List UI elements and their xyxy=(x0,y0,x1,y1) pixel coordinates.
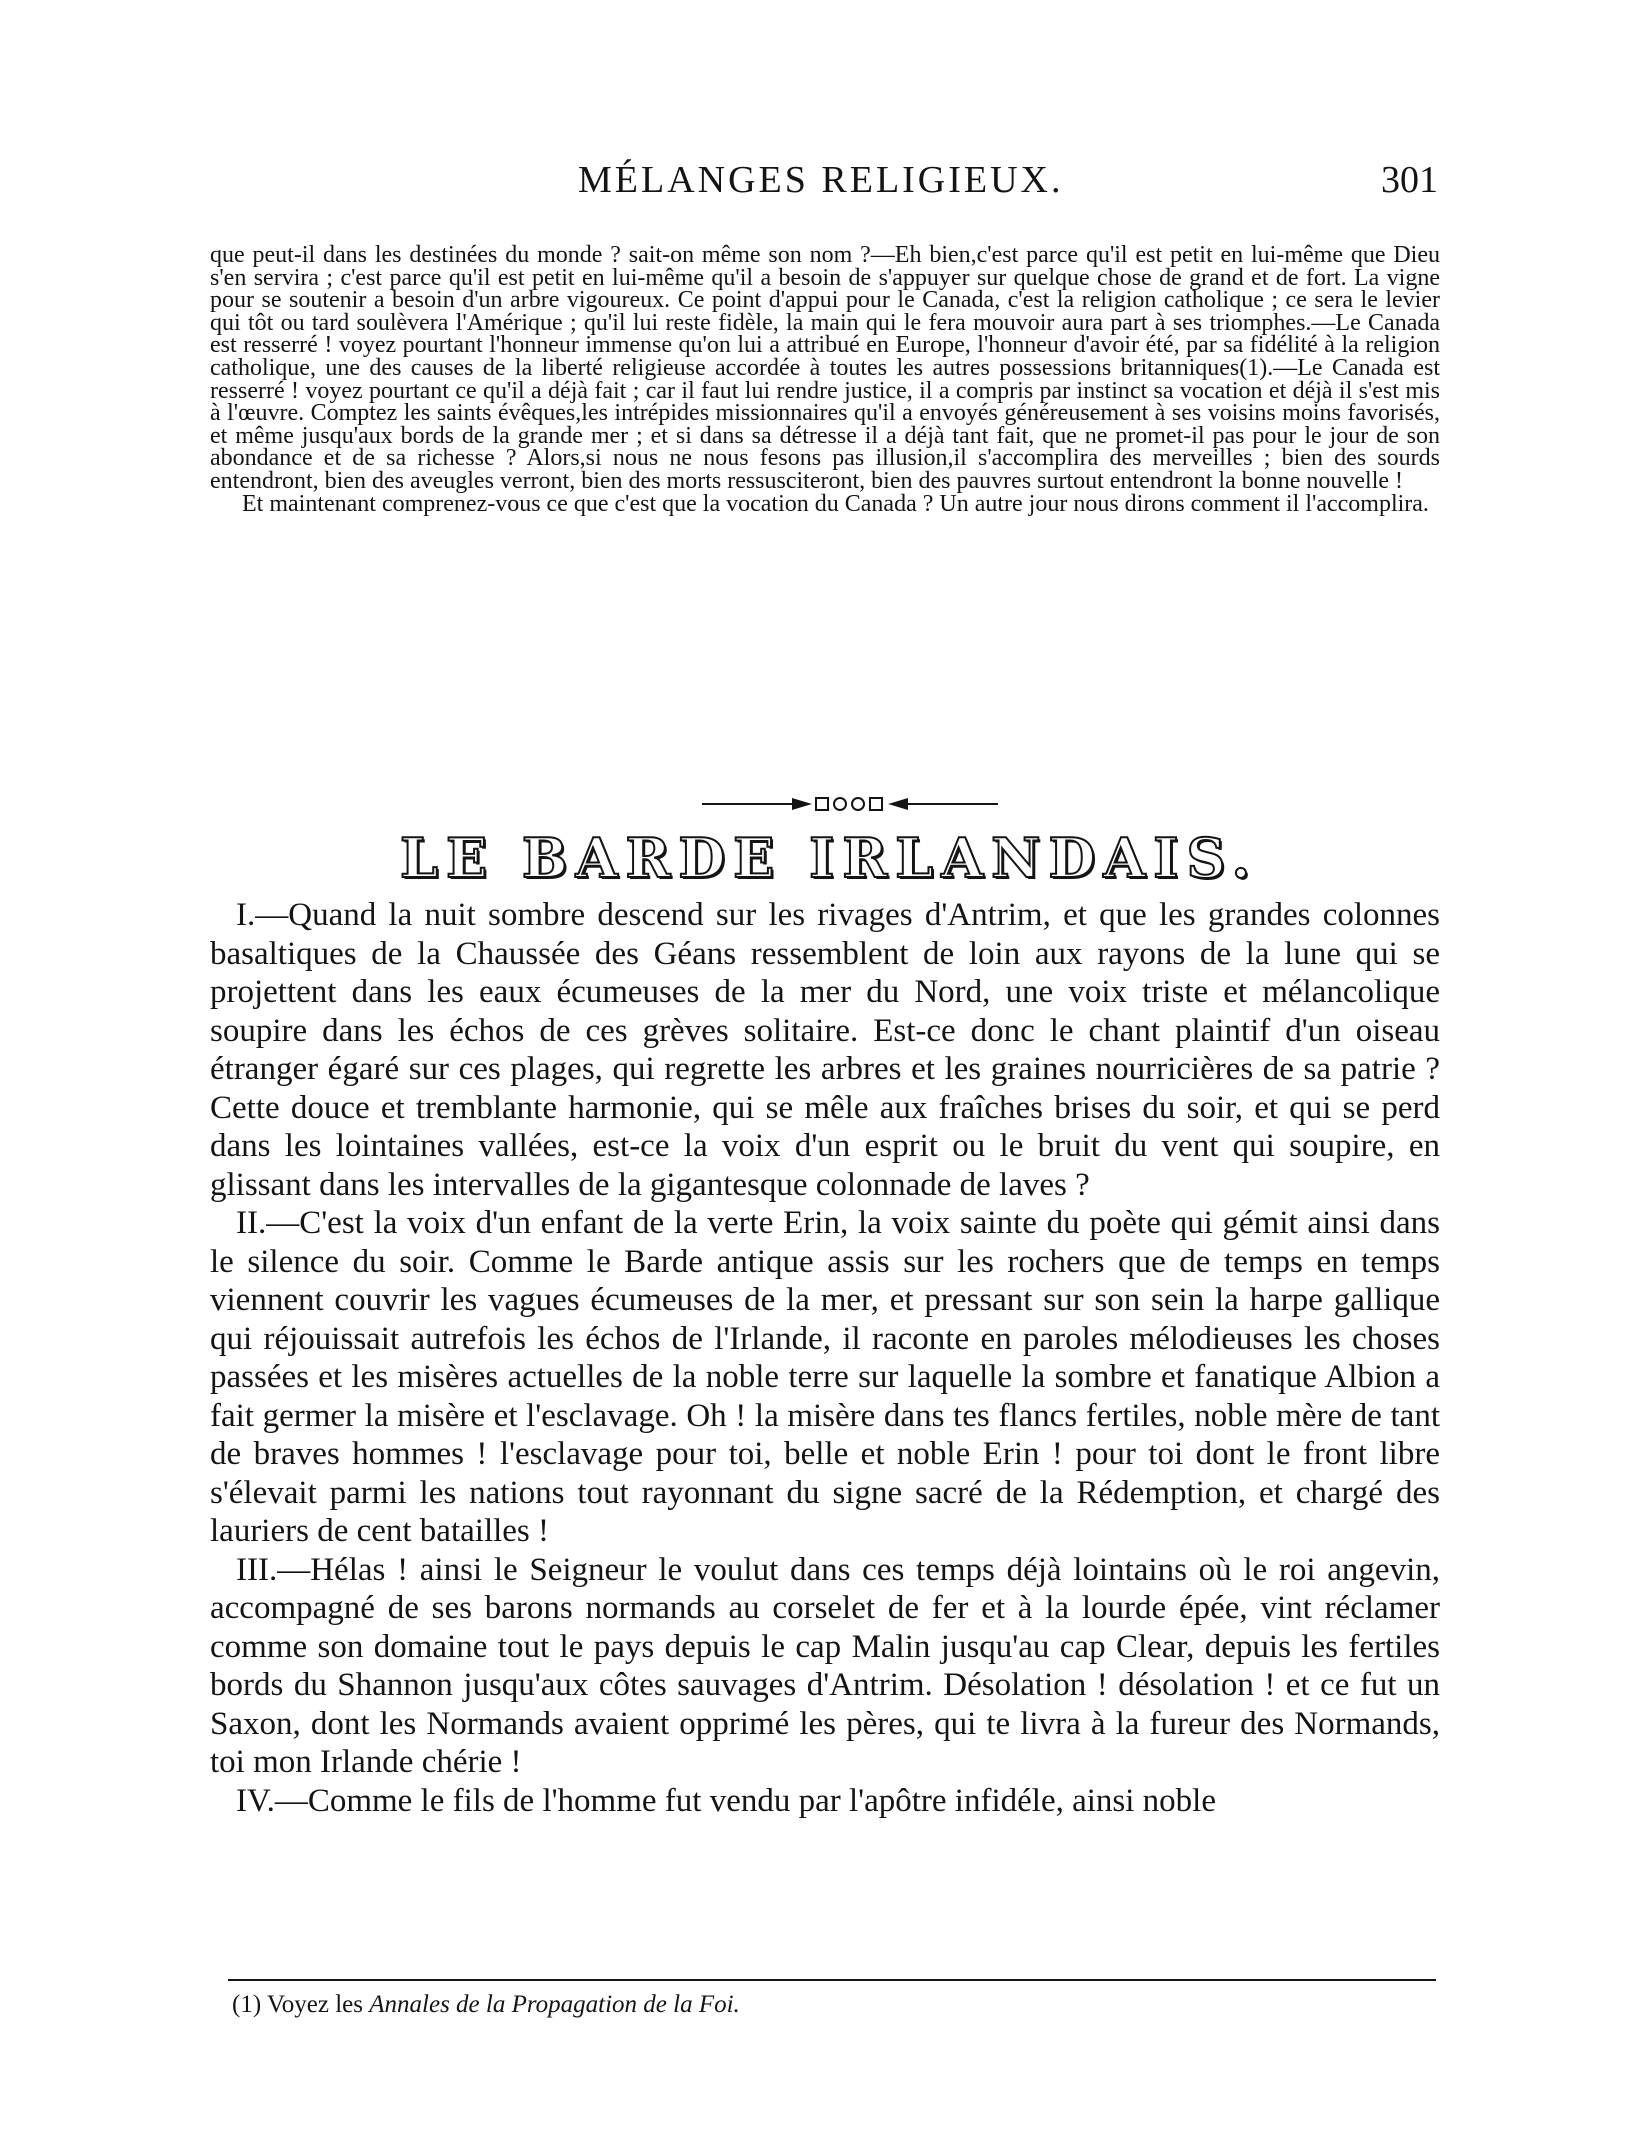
article-title: LE BARDE IRLANDAIS. xyxy=(400,826,1259,890)
paragraph: Et maintenant comprenez-vous ce que c'est que la vocation du Canada ? Un autre jour nous dirons comment il l'accomplira. xyxy=(242,490,1429,517)
footnote-prefix: (1) Voyez les xyxy=(232,1991,370,2018)
paragraph: IV.—Comme le fils de l'homme fut vendu par l'apôtre infidéle, ainsi noble xyxy=(236,1782,1216,1819)
footnote xyxy=(232,1991,1432,2019)
running-title: MÉLANGES RELIGIEUX. xyxy=(578,159,1064,201)
article-body xyxy=(210,896,1440,1820)
page-header xyxy=(208,158,1438,208)
section-divider-ornament xyxy=(700,792,1000,816)
paragraph: II.—C'est la voix d'un enfant de la verte Erin, la voix sainte du poète qui gémit ainsi dans le silence du soir. Comme le Barde antique assis sur les rochers que de temps en temps viennent couvrir les vagues écumeuses de la mer, et pressant sur son sein la harpe gallique qui réjouissait autrefois les échos de l'Irlande, il raconte en paroles mélodieuses les choses passées et les misères actuelles de la noble terre sur laquelle la sombre et fanatique Albion a fait germer la misère et l'esclavage. Oh ! la misère dans tes flancs fertiles, noble mère de tant de braves hommes ! l'esclavage pour toi, belle et noble Erin ! pour toi dont le front libre s'élevait parmi les nations tout rayonnant du signe sacré de la Rédemption, et chargé des lauriers de cent batailles ! xyxy=(210,1205,1440,1549)
footnote-cited-title: Annales de la Propagation de la Foi. xyxy=(369,1991,740,2018)
paragraph: I.—Quand la nuit sombre descend sur les rivages d'Antrim, et que les grandes colonnes basaltiques de la Chaussée des Géans ressemblent de loin aux rayons de la lune qui se projettent dans les eaux écumeuses de la mer du Nord, une voix triste et mélancolique soupire dans les échos de ces grèves solitaire. Est-ce donc le chant plaintif d'un oiseau étranger égaré sur ces plages, qui regrette les arbres et les graines nourricières de sa patrie ? Cette douce et tremblante harmonie, qui se mêle aux fraîches brises du soir, et qui se perd dans les lointaines vallées, est-ce la voix d'un esprit ou le bruit du vent qui soupire, en glissant dans les intervalles de la gigantesque colonnade de laves ? xyxy=(210,897,1440,1203)
footnote-rule xyxy=(228,1979,1436,1981)
paragraph: III.—Hélas ! ainsi le Seigneur le voulut dans ces temps déjà lointains où le roi angevin, accompagné de ses barons normands au corselet de fer et à la lourde épée, vint réclamer comme son domaine tout le pays depuis le cap Malin jusqu'au cap Clear, depuis les fertiles bords du Shannon jusqu'aux côtes sauvages d'Antrim. Désolation ! désolation ! et ce fut un Saxon, dont les Normands avaient opprimé les pères, qui te livra à la fureur des Normands, toi mon Irlande chérie ! xyxy=(210,1551,1440,1780)
prior-article-text xyxy=(210,244,1440,515)
page-number: 301 xyxy=(1381,159,1438,201)
paragraph: que peut-il dans les destinées du monde ? sait-on même son nom ?—Eh bien,c'est parce qu'il est petit en lui-même que Dieu s'en servira ; c'est parce qu'il est petit en lui-même qu'il a besoin de s'appuyer sur quelque chose de grand et de fort. La vigne pour se soutenir a besoin d'un arbre vigoureux. Ce point d'appui pour le Canada, c'est la religion catholique ; ce sera le levier qui tôt ou tard soulèvera l'Amérique ; qu'il lui reste fidèle, la main qui le fera mouvoir aura part à ses triomphes.—Le Canada est resserré ! voyez pourtant l'honneur immense qu'on lui a attribué en Europe, l'honneur d'avoir été, par sa fidélité à la religion catholique, une des causes de la liberté religieuse accordée à toutes les autres possessions britanniques(1).—Le Canada est resserré ! voyez pourtant ce qu'il a déjà fait ; car il faut lui rendre justice, il a compris par instinct sa vocation et déjà il s'est mis à l'œuvre. Comptez les saints évêques,les intrépides missionnaires qu'il a envoyés généreusement à ses voisins moins favorisés, et même jusqu'aux bords de la grande mer ; et si dans sa détresse il a déjà tant fait, que ne promet-il pas pour le jour de son abondance et de sa richesse ? Alors,si nous ne nous fesons pas illusion,il s'accomplira des merveilles ; bien des sourds entendront, bien des aveugles verront, bien des morts ressusciteront, bien des pauvres surtout entendront la bonne nouvelle ! xyxy=(210,242,1440,494)
